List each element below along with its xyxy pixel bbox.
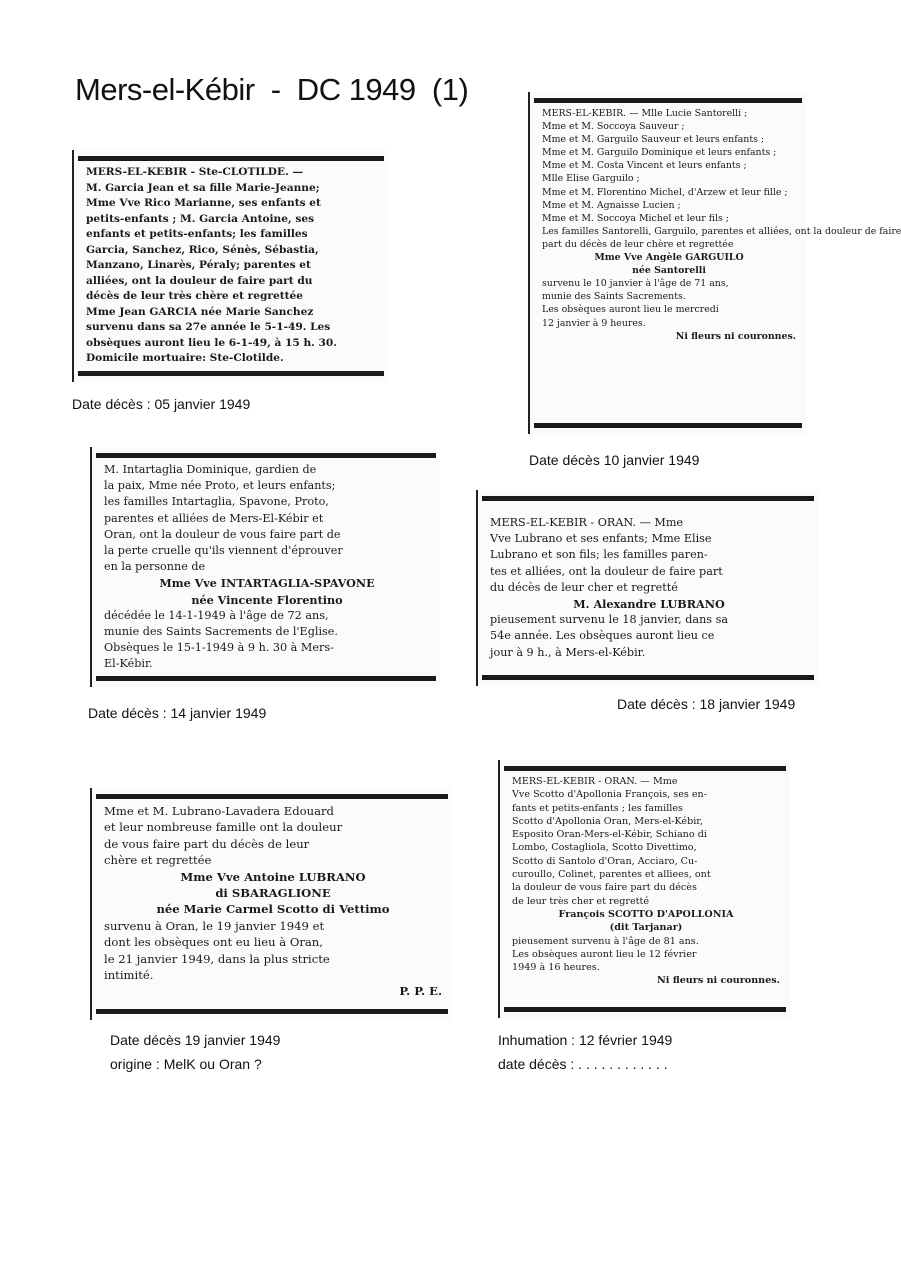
clipping-line: alliées, ont la douleur de faire part du xyxy=(86,274,313,287)
caption-garcia: Date décès : 05 janvier 1949 xyxy=(72,396,251,412)
clipping-line: Mme et M. Florentino Michel, d'Arzew et leur fille ; xyxy=(542,186,788,198)
clipping-line: Scotto d'Apollonia Oran, Mers-el-Kébir, xyxy=(512,815,703,827)
clipping-line: du décès de leur cher et regretté xyxy=(490,580,678,594)
obituary-clipping-lubrano-antoine xyxy=(90,788,452,1020)
clipping-line: 12 janvier à 9 heures. xyxy=(542,317,646,329)
obituary-clipping-garcia xyxy=(72,150,388,382)
clipping-line: Obsèques le 15-1-1949 à 9 h. 30 à Mers- xyxy=(104,641,334,655)
clipping-line: Lubrano et son fils; les familles paren- xyxy=(490,548,708,562)
clipping-line: jour à 9 h., à Mers-el-Kébir. xyxy=(490,645,646,659)
clipping-line: le 21 janvier 1949, dans la plus stricte xyxy=(104,951,330,966)
caption-lubrano-alexandre: Date décès : 18 janvier 1949 xyxy=(617,696,796,712)
clipping-line: P. P. E. xyxy=(399,984,442,999)
clipping-line: obsèques auront lieu le 6-1-49, à 15 h. 30. xyxy=(86,336,337,349)
clipping-line: 54e année. Les obsèques auront lieu ce xyxy=(490,629,715,643)
clipping-line: Garcia, Sanchez, Rico, Sénès, Sébastia, xyxy=(86,243,319,256)
clipping-line: la perte cruelle qu'ils viennent d'éprouver xyxy=(104,544,343,558)
clipping-line: François SCOTTO D'APOLLONIA xyxy=(558,908,734,920)
clipping-line: Les familles Santorelli, Garguilo, parentes et alliées, ont la douleur de faire xyxy=(542,225,901,237)
obituary-clipping-intartaglia xyxy=(90,447,440,687)
clipping-line: pieusement survenu le 18 janvier, dans sa xyxy=(490,613,729,627)
clipping-line: et leur nombreuse famille ont la douleur xyxy=(104,820,343,835)
clipping-line: El-Kébir. xyxy=(104,657,153,671)
caption-lubrano-antoine-origin: origine : MelK ou Oran ? xyxy=(110,1056,262,1072)
clipping-line: Mme Vve Antoine LUBRANO xyxy=(180,869,366,884)
clipping-line: parentes et alliées de Mers-El-Kébir et xyxy=(104,511,324,525)
clipping-body xyxy=(500,771,790,988)
clipping-line: Mme et M. Costa Vincent et leurs enfants ; xyxy=(542,160,747,172)
clipping-line: Esposito Oran-Mers-el-Kébir, Schiano di xyxy=(512,829,707,841)
clipping-line: petits-enfants ; M. Garcia Antoine, ses xyxy=(86,212,315,225)
clipping-line: dont les obsèques ont eu lieu à Oran, xyxy=(104,935,323,950)
clipping-line: Mme Vve Rico Marianne, ses enfants et xyxy=(86,197,321,209)
clipping-bottom-rule xyxy=(96,1009,448,1014)
clipping-line: curoullo, Colinet, parentes et alliees, ont xyxy=(512,869,711,881)
clipping-line: Mme et M. Soccoya Michel et leur fils ; xyxy=(542,212,729,224)
clipping-line: de leur très cher et regretté xyxy=(512,895,650,907)
clipping-body xyxy=(92,799,452,1000)
clipping-bottom-rule xyxy=(482,675,814,680)
clipping-line: intimité. xyxy=(104,968,154,983)
clipping-line: MERS-EL-KEBIR - ORAN. — Mme xyxy=(512,776,678,787)
clipping-line: M. Intartaglia Dominique, gardien de xyxy=(104,463,317,476)
clipping-line: MERS-EL-KEBIR - Ste-CLOTILDE. — xyxy=(86,166,304,178)
clipping-line: enfants et petits-enfants; les familles xyxy=(86,228,308,240)
clipping-line: née Santorelli xyxy=(632,265,706,277)
clipping-line: décédée le 14-1-1949 à l'âge de 72 ans, xyxy=(104,608,329,622)
clipping-line: Mme Vve INTARTAGLIA-SPAVONE xyxy=(159,576,375,591)
clipping-line: MERS-EL-KEBIR. — Mlle Lucie Santorelli ; xyxy=(542,108,748,119)
clipping-line: la douleur de vous faire part du décès xyxy=(512,882,697,894)
clipping-line: Mme et M. Agnaisse Lucien ; xyxy=(542,199,681,211)
clipping-line: la paix, Mme née Proto, et leurs enfants; xyxy=(104,479,336,493)
clipping-line: Mme Jean GARCIA née Marie Sanchez xyxy=(86,305,314,318)
clipping-bottom-rule xyxy=(534,423,802,428)
clipping-line: Mme et M. Garguilo Dominique et leurs enfants ; xyxy=(542,147,777,159)
page-title: Mers-el-Kébir - DC 1949 (1) xyxy=(75,72,469,107)
clipping-line: tes et alliées, ont la douleur de faire part xyxy=(490,564,723,578)
clipping-line: M. Garcia Jean et sa fille Marie-Jeanne; xyxy=(86,181,320,194)
caption-intartaglia: Date décès : 14 janvier 1949 xyxy=(88,705,267,721)
clipping-line: Ni fleurs ni couronnes. xyxy=(656,975,780,987)
caption-lubrano-antoine-date: Date décès 19 janvier 1949 xyxy=(110,1032,281,1048)
clipping-line: en la personne de xyxy=(104,560,206,574)
obituary-clipping-garguilo xyxy=(528,92,901,434)
clipping-line: née Vincente Florentino xyxy=(191,592,343,607)
clipping-body xyxy=(74,161,388,367)
clipping-line: Mme et M. Lubrano-Lavadera Edouard xyxy=(104,804,334,818)
clipping-line: MERS-EL-KEBIR - ORAN. — Mme xyxy=(490,516,684,529)
clipping-line: part du décès de leur chère et regrettée xyxy=(542,238,734,250)
clipping-line: survenu le 10 janvier à l'âge de 71 ans, xyxy=(542,278,729,290)
clipping-line: Mme Vve Angèle GARGUILO xyxy=(594,252,744,264)
clipping-line: Ni fleurs ni couronnes. xyxy=(675,330,796,342)
clipping-line: di SBARAGLIONE xyxy=(215,886,331,901)
caption-scotto-inhumation: Inhumation : 12 février 1949 xyxy=(498,1032,673,1048)
clipping-line: Les obsèques auront lieu le 12 février xyxy=(512,948,697,960)
clipping-line: fants et petits-enfants ; les familles xyxy=(512,802,683,814)
clipping-line: survenu à Oran, le 19 janvier 1949 et xyxy=(104,918,325,933)
clipping-line: Mme et M. Garguilo Sauveur et leurs enfants ; xyxy=(542,134,765,146)
clipping-line: munie des Saints Sacrements de l'Eglise. xyxy=(104,625,338,639)
clipping-line: Mme et M. Soccoya Sauveur ; xyxy=(542,121,685,133)
clipping-line: Lombo, Costagliola, Scotto Divettimo, xyxy=(512,842,697,854)
clipping-line: M. Alexandre LUBRANO xyxy=(573,597,725,612)
obituary-clipping-lubrano-alexandre xyxy=(476,490,818,686)
clipping-line: (dit Tarjanar) xyxy=(609,922,683,934)
clipping-line: Domicile mortuaire: Ste-Clotilde. xyxy=(86,352,284,364)
clipping-line: Manzano, Linarès, Péraly; parentes et xyxy=(86,259,311,271)
clipping-line: de vous faire part du décès de leur xyxy=(104,836,310,851)
clipping-bottom-rule xyxy=(96,676,436,681)
caption-scotto-death-date: date décès : . . . . . . . . . . . . xyxy=(498,1056,668,1072)
clipping-line: Vve Lubrano et ses enfants; Mme Elise xyxy=(490,532,712,546)
obituary-clipping-scotto-apollonia xyxy=(498,760,790,1018)
clipping-line: Oran, ont la douleur de vous faire part de xyxy=(104,527,341,541)
clipping-line: Scotto di Santolo d'Oran, Acciaro, Cu- xyxy=(512,855,698,867)
clipping-line: décès de leur très chère et regrettée xyxy=(86,290,303,302)
clipping-line: Mlle Elise Garguilo ; xyxy=(542,173,640,185)
clipping-line: Les obsèques auront lieu le mercredi xyxy=(542,304,719,316)
clipping-line: 1949 à 16 heures. xyxy=(512,962,600,974)
clipping-line: munie des Saints Sacrements. xyxy=(542,291,686,303)
clipping-line: les familles Intartaglia, Spavone, Proto, xyxy=(104,495,329,509)
clipping-line: survenu dans sa 27e année le 5-1-49. Les xyxy=(86,321,331,333)
clipping-body xyxy=(92,458,440,673)
clipping-body xyxy=(530,103,901,343)
clipping-bottom-rule xyxy=(504,1007,786,1012)
clipping-line: chère et regrettée xyxy=(104,853,212,868)
clipping-line: Vve Scotto d'Apollonia François, ses en- xyxy=(512,789,707,801)
clipping-bottom-rule xyxy=(78,371,384,376)
clipping-body xyxy=(478,501,818,661)
clipping-line: née Marie Carmel Scotto di Vettimo xyxy=(156,902,390,917)
clipping-line: pieusement survenu à l'âge de 81 ans. xyxy=(512,935,699,947)
caption-garguilo: Date décès 10 janvier 1949 xyxy=(529,452,700,468)
